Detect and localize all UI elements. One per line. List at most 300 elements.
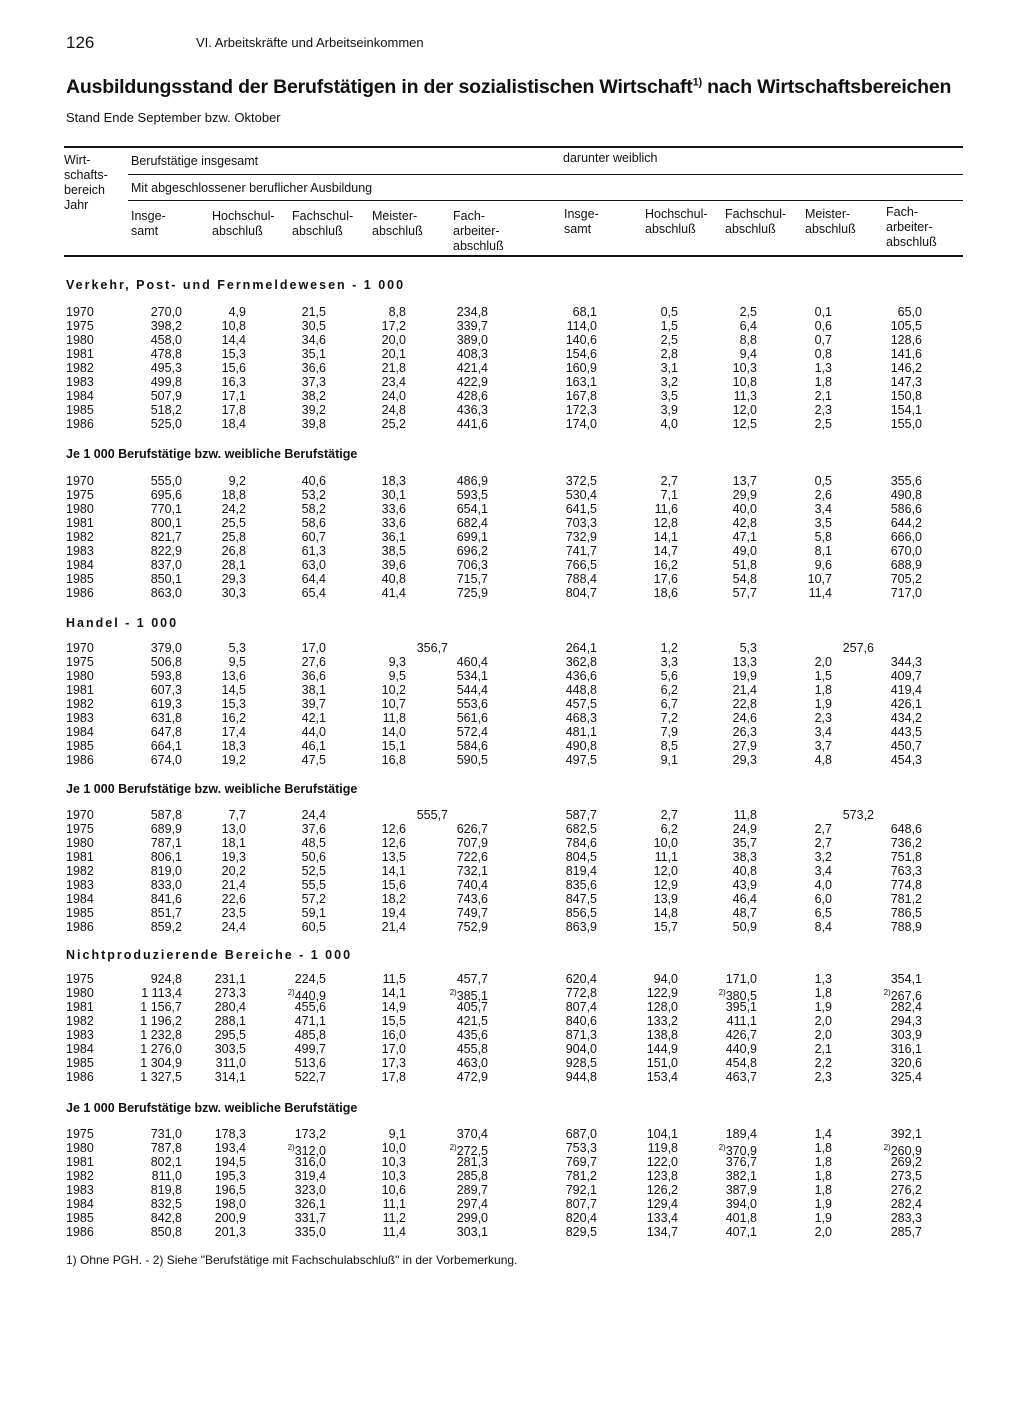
table-row xyxy=(0,986,1024,1004)
value-cell: 16,0 xyxy=(381,1028,406,1042)
value-cell: 61,3 xyxy=(301,544,326,558)
value-cell: 14,9 xyxy=(381,1000,406,1014)
value-cell: 11,4 xyxy=(382,1225,406,1239)
value-cell: 3,5 xyxy=(814,516,832,530)
value-cell: 10,8 xyxy=(221,319,246,333)
value-cell: 19,2 xyxy=(221,753,246,767)
value-cell: 282,4 xyxy=(890,1000,922,1014)
value-cell: 10,8 xyxy=(732,375,757,389)
value-cell: 506,8 xyxy=(150,655,182,669)
value-cell: 339,7 xyxy=(456,319,488,333)
value-cell: $^{2)}$267,6 xyxy=(883,988,922,1004)
value-cell: $^{2)}$370,9 xyxy=(718,1143,757,1159)
value-cell: 19,4 xyxy=(381,906,406,920)
value-cell: 753,3 xyxy=(565,1141,597,1155)
value-cell: 607,3 xyxy=(150,683,182,697)
year-cell: 1983 xyxy=(66,878,94,892)
table-block xyxy=(0,972,1024,1084)
value-cell: 10,3 xyxy=(732,361,757,375)
table-row xyxy=(0,417,1024,431)
table-row xyxy=(0,1070,1024,1084)
value-cell: 4,8 xyxy=(814,753,832,767)
value-cell: 42,8 xyxy=(732,516,757,530)
value-cell: 586,6 xyxy=(890,502,922,516)
year-cell: 1984 xyxy=(66,389,94,403)
value-cell: 20,1 xyxy=(381,347,406,361)
value-cell: 17,1 xyxy=(221,389,246,403)
value-cell: 664,1 xyxy=(150,739,182,753)
value-cell: 1 304,9 xyxy=(140,1056,182,1070)
value-cell: 39,7 xyxy=(301,697,326,711)
value-cell: 171,0 xyxy=(725,972,757,986)
value-cell: 1,3 xyxy=(814,972,832,986)
value-cell: 1,8 xyxy=(814,1141,832,1155)
value-cell: 105,5 xyxy=(890,319,922,333)
value-cell: 3,2 xyxy=(660,375,678,389)
value-cell: 17,2 xyxy=(381,319,406,333)
value-cell: 47,1 xyxy=(732,530,757,544)
value-cell: 7,1 xyxy=(660,488,678,502)
value-cell: 362,8 xyxy=(565,655,597,669)
value-cell: 555,0 xyxy=(150,474,182,488)
value-cell: 126,2 xyxy=(646,1183,678,1197)
value-cell: 2,2 xyxy=(814,1056,832,1070)
table-row xyxy=(0,474,1024,488)
value-cell: 155,0 xyxy=(890,417,922,431)
value-cell: 0,5 xyxy=(660,305,678,319)
table-row xyxy=(0,1056,1024,1070)
value-cell: 282,4 xyxy=(890,1197,922,1211)
value-cell: 3,2 xyxy=(814,850,832,864)
year-cell: 1983 xyxy=(66,544,94,558)
value-cell: $^{2)}$385,1 xyxy=(449,988,488,1004)
value-cell: 18,2 xyxy=(381,892,406,906)
value-cell: 174,0 xyxy=(565,417,597,431)
table-row xyxy=(0,1000,1024,1014)
year-cell: 1970 xyxy=(66,305,94,319)
value-cell: 354,1 xyxy=(890,972,922,986)
value-cell: 17,4 xyxy=(221,725,246,739)
value-cell: 11,5 xyxy=(382,972,406,986)
value-cell: 15,3 xyxy=(221,347,246,361)
value-cell: 434,2 xyxy=(890,711,922,725)
value-cell: 468,3 xyxy=(565,711,597,725)
value-cell: 12,9 xyxy=(653,878,678,892)
table-row xyxy=(0,697,1024,711)
table-row xyxy=(0,586,1024,600)
year-cell: 1975 xyxy=(66,655,94,669)
value-cell: 454,3 xyxy=(890,753,922,767)
value-cell: 6,4 xyxy=(739,319,757,333)
col-header-meister: Meister- abschluß xyxy=(372,209,423,238)
value-cell: 398,2 xyxy=(150,319,182,333)
value-cell: 264,1 xyxy=(565,641,597,655)
year-cell: 1986 xyxy=(66,586,94,600)
value-cell: 18,6 xyxy=(653,586,678,600)
value-cell: 13,9 xyxy=(653,892,678,906)
header-row-label: Wirt- schafts- bereich Jahr xyxy=(64,153,108,212)
value-cell: $^{2)}$312,0 xyxy=(287,1143,326,1159)
value-cell: 587,8 xyxy=(150,808,182,822)
year-cell: 1984 xyxy=(66,725,94,739)
value-cell: 128,6 xyxy=(890,333,922,347)
year-cell: 1982 xyxy=(66,361,94,375)
value-cell: 1,9 xyxy=(814,1211,832,1225)
value-cell: 722,6 xyxy=(456,850,488,864)
value-cell: 29,9 xyxy=(732,488,757,502)
value-cell: 141,6 xyxy=(890,347,922,361)
year-cell: 1984 xyxy=(66,1197,94,1211)
value-cell: 2,6 xyxy=(814,488,832,502)
value-cell: 189,4 xyxy=(725,1127,757,1141)
year-cell: 1983 xyxy=(66,1028,94,1042)
value-cell: 15,5 xyxy=(381,1014,406,1028)
value-cell: 788,9 xyxy=(890,920,922,934)
value-cell: 3,5 xyxy=(660,389,678,403)
value-cell: 620,4 xyxy=(565,972,597,986)
value-cell: 495,3 xyxy=(150,361,182,375)
value-cell: 7,2 xyxy=(660,711,678,725)
table-row xyxy=(0,1014,1024,1028)
value-cell: 27,9 xyxy=(732,739,757,753)
value-cell: 832,5 xyxy=(150,1197,182,1211)
value-cell: 178,3 xyxy=(214,1127,246,1141)
value-cell: 356,7 xyxy=(416,641,448,655)
table-row xyxy=(0,347,1024,361)
value-cell: 13,5 xyxy=(381,850,406,864)
value-cell: 460,4 xyxy=(456,655,488,669)
value-cell: 194,5 xyxy=(214,1155,246,1169)
table-row xyxy=(0,753,1024,767)
value-cell: 21,5 xyxy=(301,305,326,319)
value-cell: 50,6 xyxy=(301,850,326,864)
value-cell: 928,5 xyxy=(565,1056,597,1070)
value-cell: 9,4 xyxy=(739,347,757,361)
value-cell: 0,7 xyxy=(814,333,832,347)
value-cell: 792,1 xyxy=(565,1183,597,1197)
value-cell: 34,6 xyxy=(301,333,326,347)
year-cell: 1982 xyxy=(66,697,94,711)
value-cell: 769,7 xyxy=(565,1155,597,1169)
value-cell: 421,5 xyxy=(456,1014,488,1028)
value-cell: 1,8 xyxy=(814,1183,832,1197)
value-cell: 819,0 xyxy=(150,864,182,878)
value-cell: 154,6 xyxy=(565,347,597,361)
value-cell: 14,8 xyxy=(653,906,678,920)
value-cell: 13,0 xyxy=(221,822,246,836)
value-cell: 21,4 xyxy=(732,683,757,697)
value-cell: 9,1 xyxy=(660,753,678,767)
value-cell: 53,2 xyxy=(301,488,326,502)
value-cell: 273,5 xyxy=(890,1169,922,1183)
year-cell: 1986 xyxy=(66,753,94,767)
value-cell: 18,3 xyxy=(381,474,406,488)
value-cell: $^{2)}$440,9 xyxy=(287,988,326,1004)
value-cell: 326,1 xyxy=(294,1197,326,1211)
value-cell: 43,9 xyxy=(732,878,757,892)
col-header-fachschul: Fachschul- abschluß xyxy=(292,209,354,238)
value-cell: 584,6 xyxy=(456,739,488,753)
value-cell: 52,5 xyxy=(301,864,326,878)
section-title: Nichtproduzierende Bereiche - 1 000 xyxy=(66,948,353,962)
value-cell: 829,5 xyxy=(565,1225,597,1239)
value-cell: 303,1 xyxy=(456,1225,488,1239)
value-cell: 486,9 xyxy=(456,474,488,488)
value-cell: 10,7 xyxy=(807,572,832,586)
value-cell: 9,5 xyxy=(388,669,406,683)
table-row xyxy=(0,502,1024,516)
value-cell: 344,3 xyxy=(890,655,922,669)
value-cell: 766,5 xyxy=(565,558,597,572)
value-cell: 689,9 xyxy=(150,822,182,836)
year-cell: 1983 xyxy=(66,711,94,725)
value-cell: 40,0 xyxy=(732,502,757,516)
year-cell: 1983 xyxy=(66,1183,94,1197)
value-cell: 871,3 xyxy=(565,1028,597,1042)
value-cell: 703,3 xyxy=(565,516,597,530)
value-cell: 57,2 xyxy=(301,892,326,906)
value-cell: 289,7 xyxy=(456,1183,488,1197)
value-cell: 129,4 xyxy=(646,1197,678,1211)
value-cell: 288,1 xyxy=(214,1014,246,1028)
value-cell: 458,0 xyxy=(150,333,182,347)
year-cell: 1986 xyxy=(66,1070,94,1084)
value-cell: 9,3 xyxy=(388,655,406,669)
table-row xyxy=(0,544,1024,558)
value-cell: 196,5 xyxy=(214,1183,246,1197)
value-cell: 16,2 xyxy=(653,558,678,572)
value-cell: 507,9 xyxy=(150,389,182,403)
value-cell: 561,6 xyxy=(456,711,488,725)
value-cell: 2,5 xyxy=(814,417,832,431)
table-block xyxy=(0,808,1024,934)
value-cell: 46,1 xyxy=(301,739,326,753)
value-cell: 63,0 xyxy=(301,558,326,572)
value-cell: 1,9 xyxy=(814,1000,832,1014)
value-cell: 123,8 xyxy=(646,1169,678,1183)
value-cell: 372,5 xyxy=(565,474,597,488)
value-cell: 749,7 xyxy=(456,906,488,920)
value-cell: 497,5 xyxy=(565,753,597,767)
year-cell: 1984 xyxy=(66,892,94,906)
value-cell: 513,6 xyxy=(294,1056,326,1070)
table-row xyxy=(0,1197,1024,1211)
value-cell: 17,3 xyxy=(381,1056,406,1070)
value-cell: 224,5 xyxy=(294,972,326,986)
value-cell: 731,0 xyxy=(150,1127,182,1141)
value-cell: 48,7 xyxy=(732,906,757,920)
value-cell: 8,8 xyxy=(739,333,757,347)
year-cell: 1982 xyxy=(66,1014,94,1028)
value-cell: 36,6 xyxy=(301,669,326,683)
year-cell: 1981 xyxy=(66,347,94,361)
value-cell: 699,1 xyxy=(456,530,488,544)
value-cell: 1 276,0 xyxy=(140,1042,182,1056)
value-cell: 835,6 xyxy=(565,878,597,892)
value-cell: 42,1 xyxy=(301,711,326,725)
value-cell: 573,2 xyxy=(842,808,874,822)
value-cell: 455,8 xyxy=(456,1042,488,1056)
table-row xyxy=(0,1155,1024,1169)
value-cell: 303,9 xyxy=(890,1028,922,1042)
value-cell: 198,0 xyxy=(214,1197,246,1211)
value-cell: 840,6 xyxy=(565,1014,597,1028)
value-cell: 695,6 xyxy=(150,488,182,502)
value-cell: 14,7 xyxy=(653,544,678,558)
year-cell: 1984 xyxy=(66,1042,94,1056)
value-cell: 732,9 xyxy=(565,530,597,544)
value-cell: 68,1 xyxy=(572,305,597,319)
value-cell: 140,6 xyxy=(565,333,597,347)
value-cell: 2,1 xyxy=(814,1042,832,1056)
value-cell: 28,1 xyxy=(221,558,246,572)
value-cell: 1 156,7 xyxy=(140,1000,182,1014)
value-cell: 10,7 xyxy=(381,697,406,711)
value-cell: 17,8 xyxy=(221,403,246,417)
value-cell: 201,3 xyxy=(214,1225,246,1239)
value-cell: 3,3 xyxy=(660,655,678,669)
value-cell: 154,1 xyxy=(890,403,922,417)
value-cell: 283,3 xyxy=(890,1211,922,1225)
value-cell: 3,4 xyxy=(814,502,832,516)
table-row xyxy=(0,669,1024,683)
value-cell: 36,1 xyxy=(381,530,406,544)
value-cell: 48,5 xyxy=(301,836,326,850)
table-row xyxy=(0,739,1024,753)
value-cell: 335,0 xyxy=(294,1225,326,1239)
value-cell: 122,0 xyxy=(646,1155,678,1169)
table-block xyxy=(0,305,1024,431)
value-cell: 463,7 xyxy=(725,1070,757,1084)
value-cell: 788,4 xyxy=(565,572,597,586)
value-cell: 717,0 xyxy=(890,586,922,600)
value-cell: 26,3 xyxy=(732,725,757,739)
value-cell: 11,1 xyxy=(382,1197,406,1211)
table-row xyxy=(0,850,1024,864)
value-cell: 65,0 xyxy=(897,305,922,319)
col-header-w-facharbeiter: Fach- arbeiter- abschluß xyxy=(886,205,937,249)
value-cell: 837,0 xyxy=(150,558,182,572)
value-cell: 804,7 xyxy=(565,586,597,600)
value-cell: 314,1 xyxy=(214,1070,246,1084)
table-row xyxy=(0,906,1024,920)
value-cell: 316,0 xyxy=(294,1155,326,1169)
value-cell: 33,6 xyxy=(381,502,406,516)
value-cell: 924,8 xyxy=(150,972,182,986)
table-top-rule xyxy=(64,146,963,148)
value-cell: 522,7 xyxy=(294,1070,326,1084)
value-cell: 7,7 xyxy=(228,808,246,822)
value-cell: 670,0 xyxy=(890,544,922,558)
table-row xyxy=(0,1169,1024,1183)
value-cell: 10,3 xyxy=(381,1155,406,1169)
table-row xyxy=(0,864,1024,878)
value-cell: 12,6 xyxy=(381,822,406,836)
value-cell: 544,4 xyxy=(456,683,488,697)
value-cell: 14,1 xyxy=(381,864,406,878)
table-row xyxy=(0,488,1024,502)
value-cell: 518,2 xyxy=(150,403,182,417)
value-cell: 732,1 xyxy=(456,864,488,878)
value-cell: 395,1 xyxy=(725,1000,757,1014)
value-cell: 631,8 xyxy=(150,711,182,725)
value-cell: 163,1 xyxy=(565,375,597,389)
col-header-w-hochschul: Hochschul- abschluß xyxy=(645,207,708,236)
value-cell: 647,8 xyxy=(150,725,182,739)
value-cell: 419,4 xyxy=(890,683,922,697)
value-cell: 138,8 xyxy=(646,1028,678,1042)
value-cell: 39,8 xyxy=(301,417,326,431)
value-cell: 715,7 xyxy=(456,572,488,586)
value-cell: 807,7 xyxy=(565,1197,597,1211)
value-cell: 770,1 xyxy=(150,502,182,516)
value-cell: 1 232,8 xyxy=(140,1028,182,1042)
value-cell: 17,8 xyxy=(381,1070,406,1084)
value-cell: 58,6 xyxy=(301,516,326,530)
value-cell: 841,6 xyxy=(150,892,182,906)
value-cell: 688,9 xyxy=(890,558,922,572)
year-cell: 1980 xyxy=(66,986,94,1000)
value-cell: 60,7 xyxy=(301,530,326,544)
value-cell: 150,8 xyxy=(890,389,922,403)
value-cell: 411,1 xyxy=(726,1014,757,1028)
year-cell: 1981 xyxy=(66,850,94,864)
value-cell: 725,9 xyxy=(456,586,488,600)
value-cell: 114,0 xyxy=(566,319,597,333)
value-cell: 200,9 xyxy=(214,1211,246,1225)
value-cell: 331,7 xyxy=(294,1211,326,1225)
value-cell: 2,7 xyxy=(814,822,832,836)
value-cell: 35,7 xyxy=(732,836,757,850)
table-row xyxy=(0,878,1024,892)
table-row xyxy=(0,516,1024,530)
header-mit-ausbildung: Mit abgeschlossener beruflicher Ausbildung xyxy=(131,181,373,195)
value-cell: 1,5 xyxy=(660,319,678,333)
value-cell: 323,0 xyxy=(294,1183,326,1197)
value-cell: 14,1 xyxy=(381,986,406,1000)
value-cell: 12,6 xyxy=(381,836,406,850)
value-cell: 21,4 xyxy=(221,878,246,892)
table-row xyxy=(0,655,1024,669)
value-cell: 273,3 xyxy=(214,986,246,1000)
table-row xyxy=(0,305,1024,319)
table-row xyxy=(0,1183,1024,1197)
value-cell: 58,2 xyxy=(301,502,326,516)
value-cell: 0,1 xyxy=(814,305,832,319)
value-cell: 25,2 xyxy=(381,417,406,431)
value-cell: 842,8 xyxy=(150,1211,182,1225)
value-cell: 11,2 xyxy=(382,1211,406,1225)
value-cell: 590,5 xyxy=(456,753,488,767)
value-cell: 20,0 xyxy=(381,333,406,347)
value-cell: 18,1 xyxy=(221,836,246,850)
value-cell: 382,1 xyxy=(725,1169,757,1183)
value-cell: 435,6 xyxy=(456,1028,488,1042)
value-cell: 297,4 xyxy=(456,1197,488,1211)
value-cell: 802,1 xyxy=(150,1155,182,1169)
header-rule-2 xyxy=(128,200,963,201)
value-cell: 303,5 xyxy=(214,1042,246,1056)
value-cell: 736,2 xyxy=(890,836,922,850)
value-cell: 160,9 xyxy=(565,361,597,375)
value-cell: 387,9 xyxy=(725,1183,757,1197)
value-cell: 441,6 xyxy=(456,417,488,431)
value-cell: 14,0 xyxy=(381,725,406,739)
year-cell: 1984 xyxy=(66,558,94,572)
value-cell: 27,6 xyxy=(301,655,326,669)
year-cell: 1981 xyxy=(66,683,94,697)
value-cell: 25,8 xyxy=(221,530,246,544)
